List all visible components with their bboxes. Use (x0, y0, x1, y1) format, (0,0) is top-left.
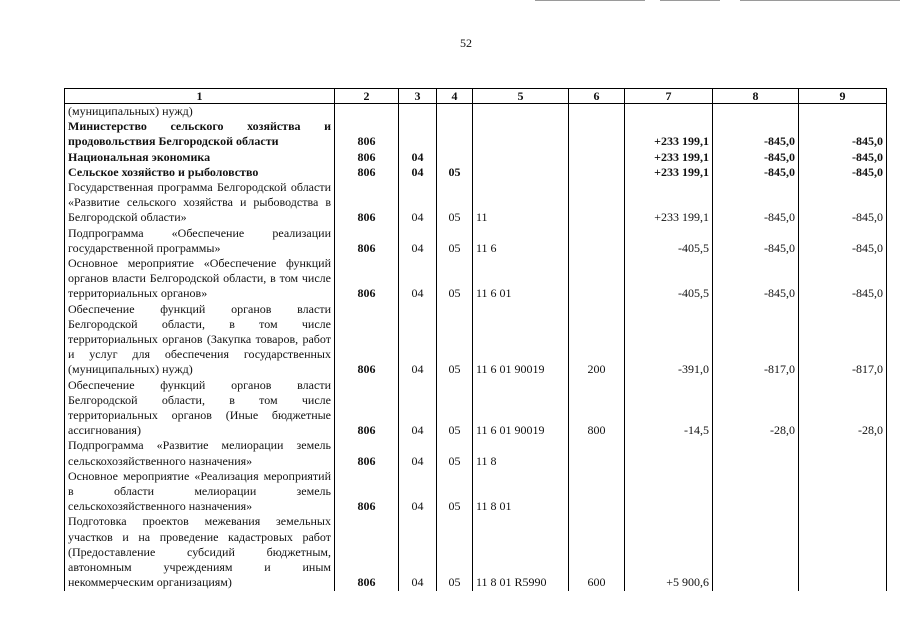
cell-col-9: -845,0 (799, 180, 887, 226)
cell-col-7: -391,0 (625, 302, 713, 378)
cell-col-5 (473, 165, 569, 180)
cell-col-9: -817,0 (799, 302, 887, 378)
cell-col-6 (569, 119, 625, 149)
cell-col-9: -845,0 (799, 165, 887, 180)
cell-col-3: 04 (399, 378, 437, 439)
cell-col-8: -845,0 (713, 180, 799, 226)
cell-col-8 (713, 514, 799, 590)
cell-col-6: 800 (569, 378, 625, 439)
cell-col-2: 806 (335, 438, 399, 468)
table-row (65, 256, 887, 302)
cell-col-4: 05 (437, 438, 473, 468)
cell-col-3: 04 (399, 302, 437, 378)
cell-col-7: -14,5 (625, 378, 713, 439)
cell-col-8 (713, 438, 799, 468)
cell-col-2: 806 (335, 180, 399, 226)
cell-col-4: 05 (437, 256, 473, 302)
cell-col-3 (399, 119, 437, 149)
cell-col-3 (399, 104, 437, 120)
cell-col-4: 05 (437, 469, 473, 515)
row-name: Государственная программа Белгородской области «Развитие сельского хозяйства и рыбоводства в Белгородской области» (65, 180, 335, 226)
cell-col-8: -817,0 (713, 302, 799, 378)
header-row (65, 89, 887, 104)
cell-col-5 (473, 119, 569, 149)
cell-col-6 (569, 438, 625, 468)
cell-col-2: 806 (335, 469, 399, 515)
cell-col-8: -28,0 (713, 378, 799, 439)
cell-col-2: 806 (335, 150, 399, 165)
cell-col-5: 11 (473, 180, 569, 226)
cell-col-3: 04 (399, 469, 437, 515)
table-row (65, 514, 887, 590)
cell-col-6 (569, 469, 625, 515)
cell-col-7 (625, 104, 713, 120)
cell-col-5: 11 8 01 (473, 469, 569, 515)
column-header: 5 (473, 89, 569, 104)
row-name: Министерство сельского хозяйства и продовольствия Белгородской области (65, 119, 335, 149)
table-row (65, 226, 887, 256)
cell-col-8: -845,0 (713, 256, 799, 302)
cell-col-4: 05 (437, 302, 473, 378)
table-row (65, 165, 887, 180)
cell-col-3: 04 (399, 438, 437, 468)
cell-col-4: 05 (437, 226, 473, 256)
cell-col-9 (799, 469, 887, 515)
cell-col-6 (569, 180, 625, 226)
cell-col-9: -845,0 (799, 119, 887, 149)
row-name: Национальная экономика (65, 150, 335, 165)
cell-col-5: 11 6 01 90019 (473, 378, 569, 439)
table-row (65, 438, 887, 468)
column-header: 8 (713, 89, 799, 104)
cell-col-4: 05 (437, 165, 473, 180)
cell-col-2: 806 (335, 119, 399, 149)
cell-col-7: -405,5 (625, 256, 713, 302)
cell-col-5: 11 6 (473, 226, 569, 256)
cell-col-7 (625, 438, 713, 468)
cell-col-2 (335, 104, 399, 120)
cell-col-7: +233 199,1 (625, 165, 713, 180)
cell-col-2: 806 (335, 378, 399, 439)
row-name: Подпрограмма «Обеспечение реализации государственной программы» (65, 226, 335, 256)
cell-col-3: 04 (399, 514, 437, 590)
cell-col-4: 05 (437, 514, 473, 590)
cell-col-7: -405,5 (625, 226, 713, 256)
cell-col-9 (799, 514, 887, 590)
cell-col-5: 11 8 (473, 438, 569, 468)
cell-col-3: 04 (399, 226, 437, 256)
cell-col-6 (569, 165, 625, 180)
cell-col-3: 04 (399, 150, 437, 165)
cell-col-5: 11 6 01 (473, 256, 569, 302)
cell-col-3: 04 (399, 165, 437, 180)
cell-col-8 (713, 104, 799, 120)
cell-col-6 (569, 226, 625, 256)
column-header: 6 (569, 89, 625, 104)
cell-col-3: 04 (399, 180, 437, 226)
row-name: Сельское хозяйство и рыболовство (65, 165, 335, 180)
table-row (65, 104, 887, 120)
table-row (65, 378, 887, 439)
table-row (65, 180, 887, 226)
row-name: Обеспечение функций органов власти Белгородской области, в том числе территориальных органов (Иные бюджетные ассигнования) (65, 378, 335, 439)
cell-col-7: +233 199,1 (625, 119, 713, 149)
cell-col-3: 04 (399, 256, 437, 302)
row-name: Подготовка проектов межевания земельных участков и на проведение кадастровых работ (Предоставление субсидий бюджетным, автономным учреждениям и иным некоммерческим организациям) (65, 514, 335, 590)
column-header: 3 (399, 89, 437, 104)
cell-col-8: -845,0 (713, 226, 799, 256)
column-header: 9 (799, 89, 887, 104)
cell-col-4 (437, 119, 473, 149)
table-row (65, 469, 887, 515)
cell-col-8: -845,0 (713, 119, 799, 149)
table-row (65, 119, 887, 149)
cell-col-4 (437, 104, 473, 120)
cell-col-7 (625, 469, 713, 515)
cell-col-2: 806 (335, 165, 399, 180)
cell-col-7: +233 199,1 (625, 180, 713, 226)
row-name: Основное мероприятие «Обеспечение функций органов власти Белгородской области, в том числе территориальных органов» (65, 256, 335, 302)
table-row (65, 302, 887, 378)
cell-col-5: 11 6 01 90019 (473, 302, 569, 378)
top-edge-line (535, 0, 645, 1)
top-edge-line (740, 0, 900, 1)
cell-col-9: -845,0 (799, 256, 887, 302)
cell-col-4: 05 (437, 180, 473, 226)
cell-col-9: -845,0 (799, 150, 887, 165)
cell-col-6 (569, 150, 625, 165)
cell-col-6 (569, 104, 625, 120)
row-name: Обеспечение функций органов власти Белгородской области, в том числе территориальных органов (Закупка товаров, работ и услуг для обеспечения государственных (муниципальных) нужд) (65, 302, 335, 378)
cell-col-7: +5 900,6 (625, 514, 713, 590)
cell-col-2: 806 (335, 226, 399, 256)
cell-col-9 (799, 438, 887, 468)
cell-col-9: -28,0 (799, 378, 887, 439)
column-header: 2 (335, 89, 399, 104)
cell-col-6: 200 (569, 302, 625, 378)
cell-col-2: 806 (335, 256, 399, 302)
cell-col-2: 806 (335, 514, 399, 590)
cell-col-8: -845,0 (713, 165, 799, 180)
cell-col-5: 11 8 01 R5990 (473, 514, 569, 590)
cell-col-6 (569, 256, 625, 302)
cell-col-2: 806 (335, 302, 399, 378)
cell-col-8: -845,0 (713, 150, 799, 165)
cell-col-9: -845,0 (799, 226, 887, 256)
cell-col-8 (713, 469, 799, 515)
cell-col-5 (473, 104, 569, 120)
row-name: Подпрограмма «Развитие мелиорации земель сельскохозяйственного назначения» (65, 438, 335, 468)
cell-col-6: 600 (569, 514, 625, 590)
row-name: (муниципальных) нужд) (65, 104, 335, 120)
cell-col-5 (473, 150, 569, 165)
row-name: Основное мероприятие «Реализация мероприятий в области мелиорации земель сельскохозяйственного назначения» (65, 469, 335, 515)
column-header: 7 (625, 89, 713, 104)
table-row (65, 150, 887, 165)
page-number: 52 (460, 36, 472, 50)
column-header: 1 (65, 89, 335, 104)
cell-col-9 (799, 104, 887, 120)
column-header: 4 (437, 89, 473, 104)
cell-col-4 (437, 150, 473, 165)
cell-col-7: +233 199,1 (625, 150, 713, 165)
top-edge-line (660, 0, 720, 1)
budget-table (64, 88, 887, 591)
cell-col-4: 05 (437, 378, 473, 439)
